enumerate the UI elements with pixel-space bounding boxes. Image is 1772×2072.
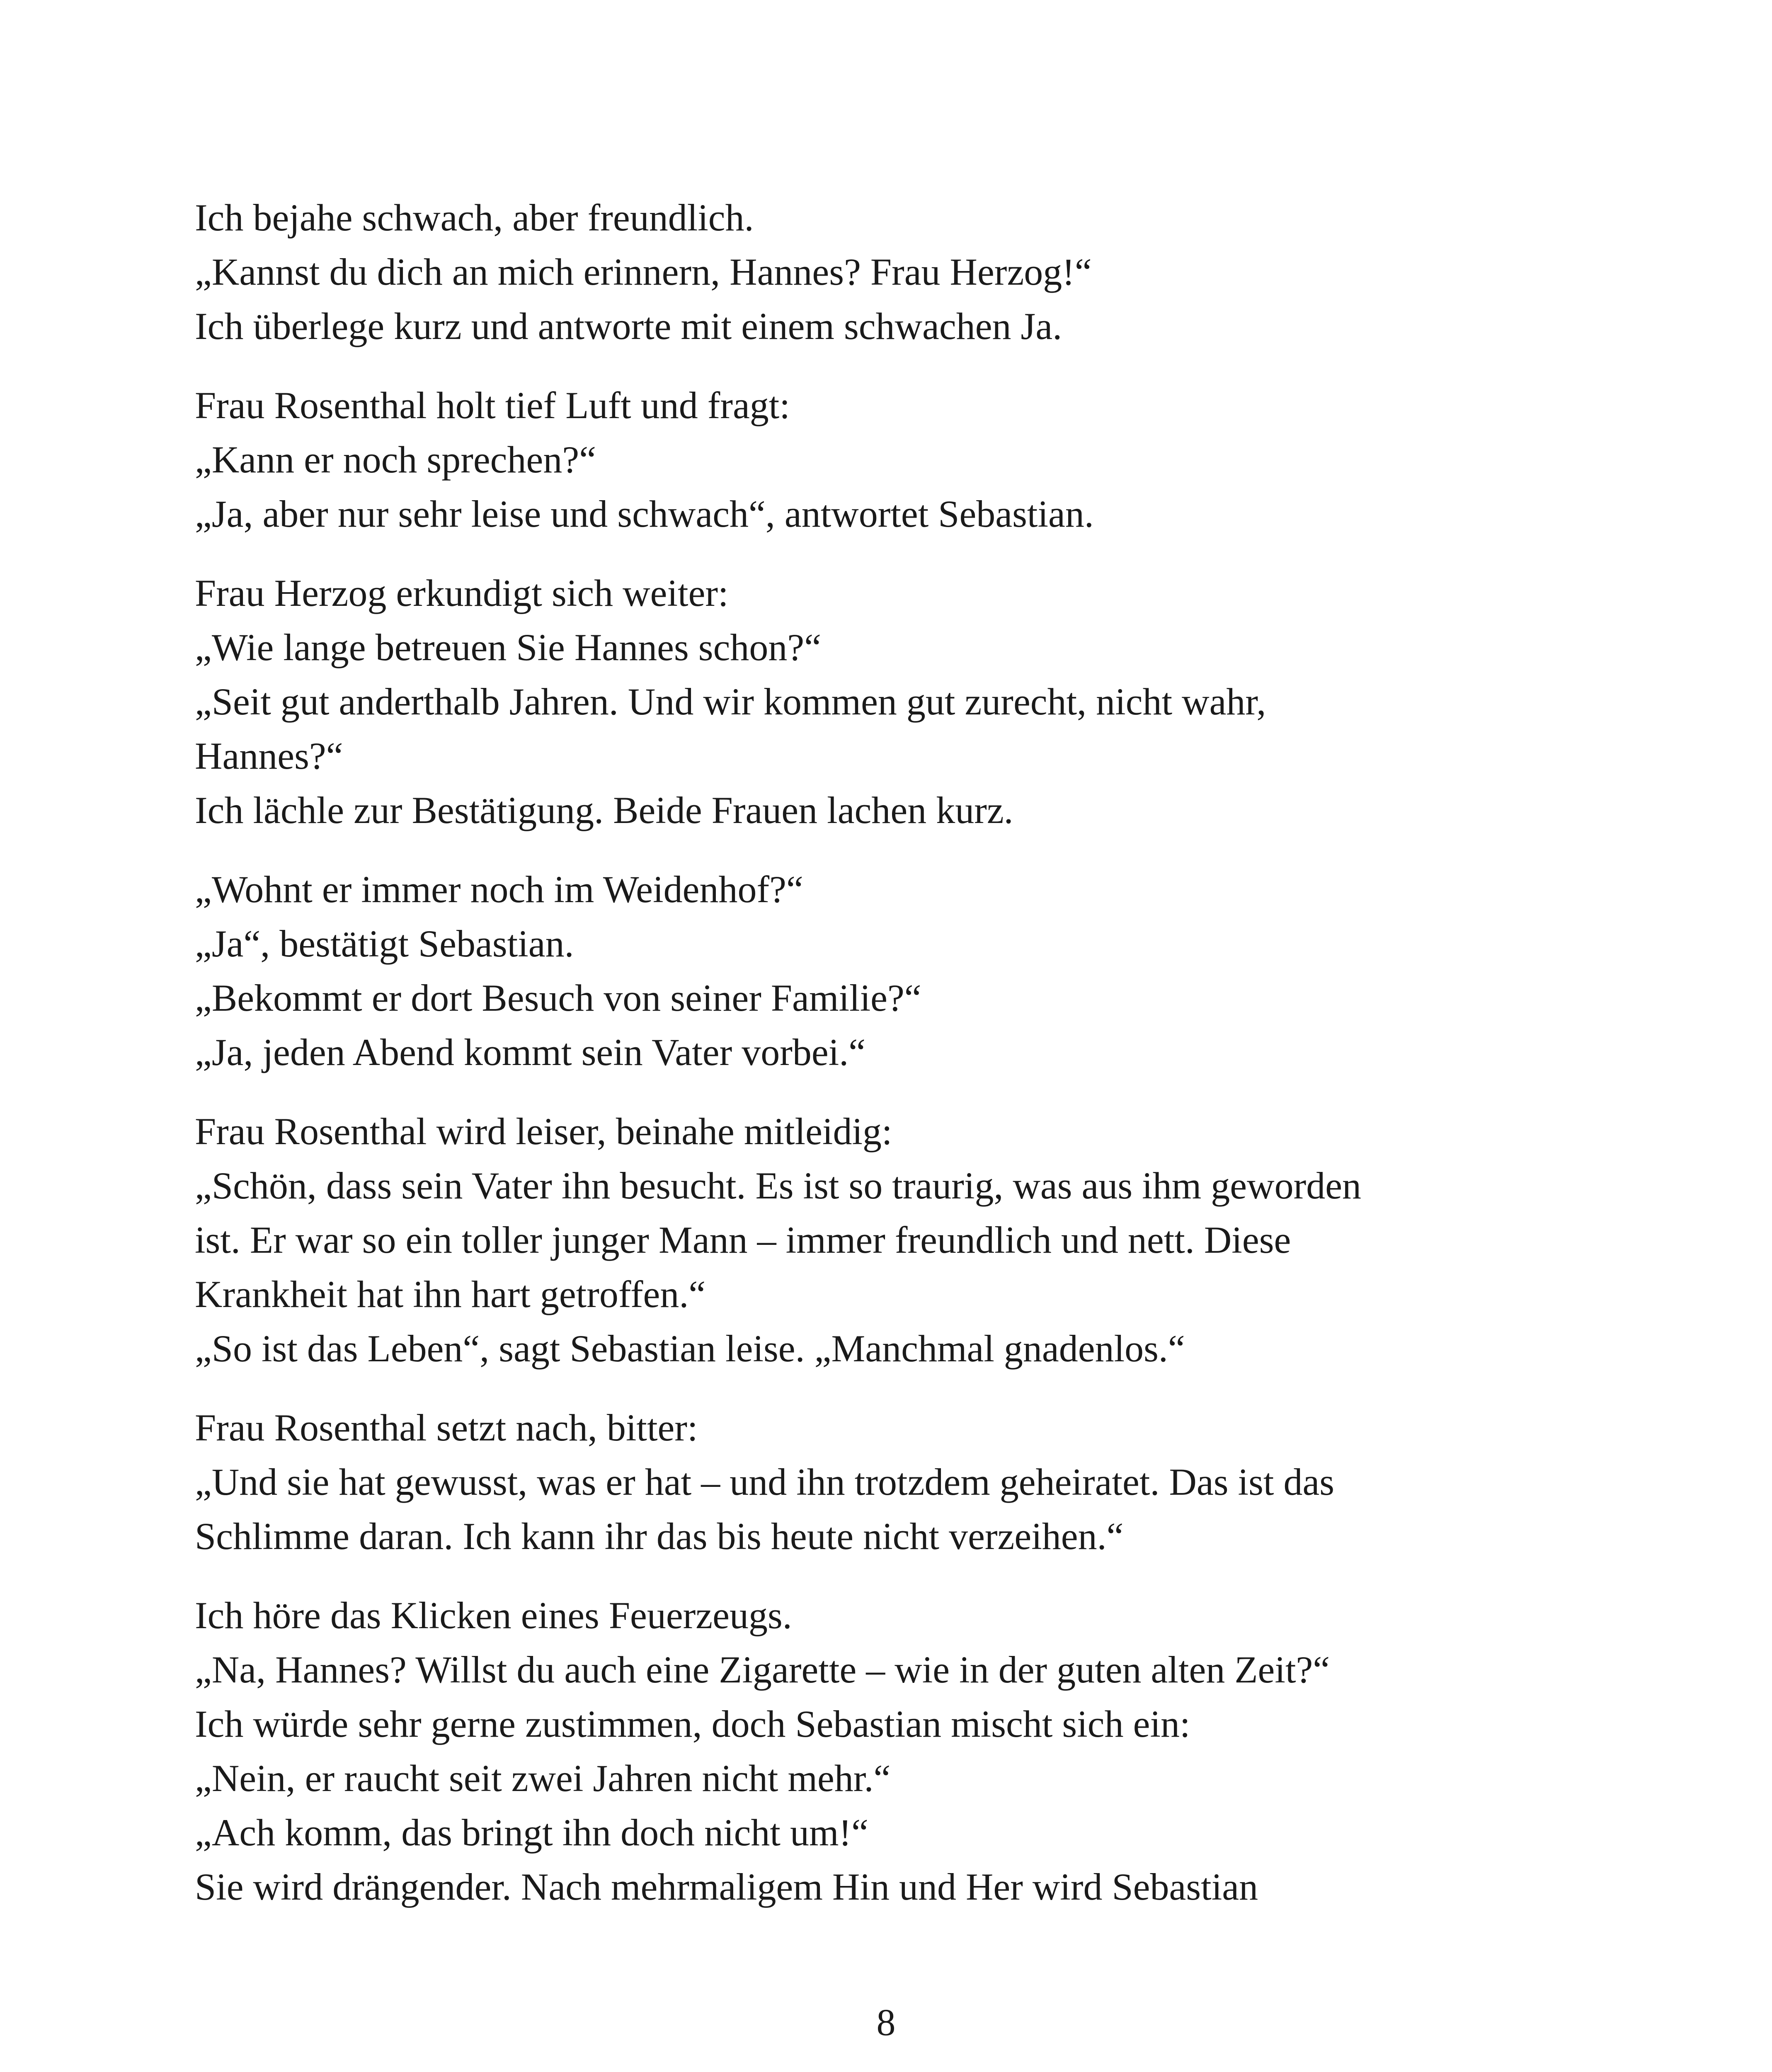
paragraph xyxy=(195,862,1513,1080)
text-line: Schlimme daran. Ich kann ihr das bis heute nicht verzeihen.“ xyxy=(195,1515,1124,1557)
paragraph xyxy=(195,1588,1513,1914)
text-line: Frau Rosenthal setzt nach, bitter: xyxy=(195,1406,698,1449)
text-line: Ich würde sehr gerne zustimmen, doch Sebastian mischt sich ein: xyxy=(195,1703,1190,1745)
text-line: „Ja, aber nur sehr leise und schwach“, antwortet Sebastian. xyxy=(195,493,1094,535)
text-line: Krankheit hat ihn hart getroffen.“ xyxy=(195,1273,706,1315)
text-line: „Und sie hat gewusst, was er hat – und ihn trotzdem geheiratet. Das ist das xyxy=(195,1461,1335,1503)
paragraph xyxy=(195,566,1513,838)
text-line: „Seit gut anderthalb Jahren. Und wir kommen gut zurecht, nicht wahr, xyxy=(195,680,1266,723)
text-line: „Bekommt er dort Besuch von seiner Familie?“ xyxy=(195,977,921,1019)
text-line: Ich bejahe schwach, aber freundlich. xyxy=(195,196,754,239)
text-line: „Ja“, bestätigt Sebastian. xyxy=(195,922,574,965)
text-line: „Wie lange betreuen Sie Hannes schon?“ xyxy=(195,626,822,668)
text-line: „Nein, er raucht seit zwei Jahren nicht mehr.“ xyxy=(195,1757,891,1799)
text-line: „Na, Hannes? Willst du auch eine Zigarette – wie in der guten alten Zeit?“ xyxy=(195,1648,1330,1691)
paragraph xyxy=(195,378,1513,541)
text-line: „Kannst du dich an mich erinnern, Hannes? Frau Herzog!“ xyxy=(195,251,1092,293)
text-line: Hannes?“ xyxy=(195,735,343,777)
text-line: „Schön, dass sein Vater ihn besucht. Es ist so traurig, was aus ihm geworden xyxy=(195,1164,1362,1207)
paragraph xyxy=(195,1104,1513,1376)
text-line: Frau Herzog erkundigt sich weiter: xyxy=(195,572,729,614)
text-line: Frau Rosenthal holt tief Luft und fragt: xyxy=(195,384,790,426)
text-line: Ich höre das Klicken eines Feuerzeugs. xyxy=(195,1594,792,1636)
paragraph xyxy=(195,191,1513,353)
text-line: Ich überlege kurz und antworte mit einem schwachen Ja. xyxy=(195,305,1062,347)
paragraph xyxy=(195,1401,1513,1564)
text-line: „So ist das Leben“, sagt Sebastian leise. „Manchmal gnadenlos.“ xyxy=(195,1327,1185,1370)
text-line: „Wohnt er immer noch im Weidenhof?“ xyxy=(195,868,803,910)
body-text xyxy=(195,191,1513,1939)
text-line: „Ja, jeden Abend kommt sein Vater vorbei.“ xyxy=(195,1031,866,1073)
text-line: ist. Er war so ein toller junger Mann – immer freundlich und nett. Diese xyxy=(195,1219,1291,1261)
text-line: Frau Rosenthal wird leiser, beinahe mitleidig: xyxy=(195,1110,892,1152)
text-line: Sie wird drängender. Nach mehrmaligem Hin und Her wird Sebastian xyxy=(195,1866,1258,1908)
text-line: „Kann er noch sprechen?“ xyxy=(195,438,596,481)
page-number: 8 xyxy=(876,2001,896,2043)
text-line: „Ach komm, das bringt ihn doch nicht um!“ xyxy=(195,1811,869,1854)
text-line: Ich lächle zur Bestätigung. Beide Frauen lachen kurz. xyxy=(195,789,1013,831)
